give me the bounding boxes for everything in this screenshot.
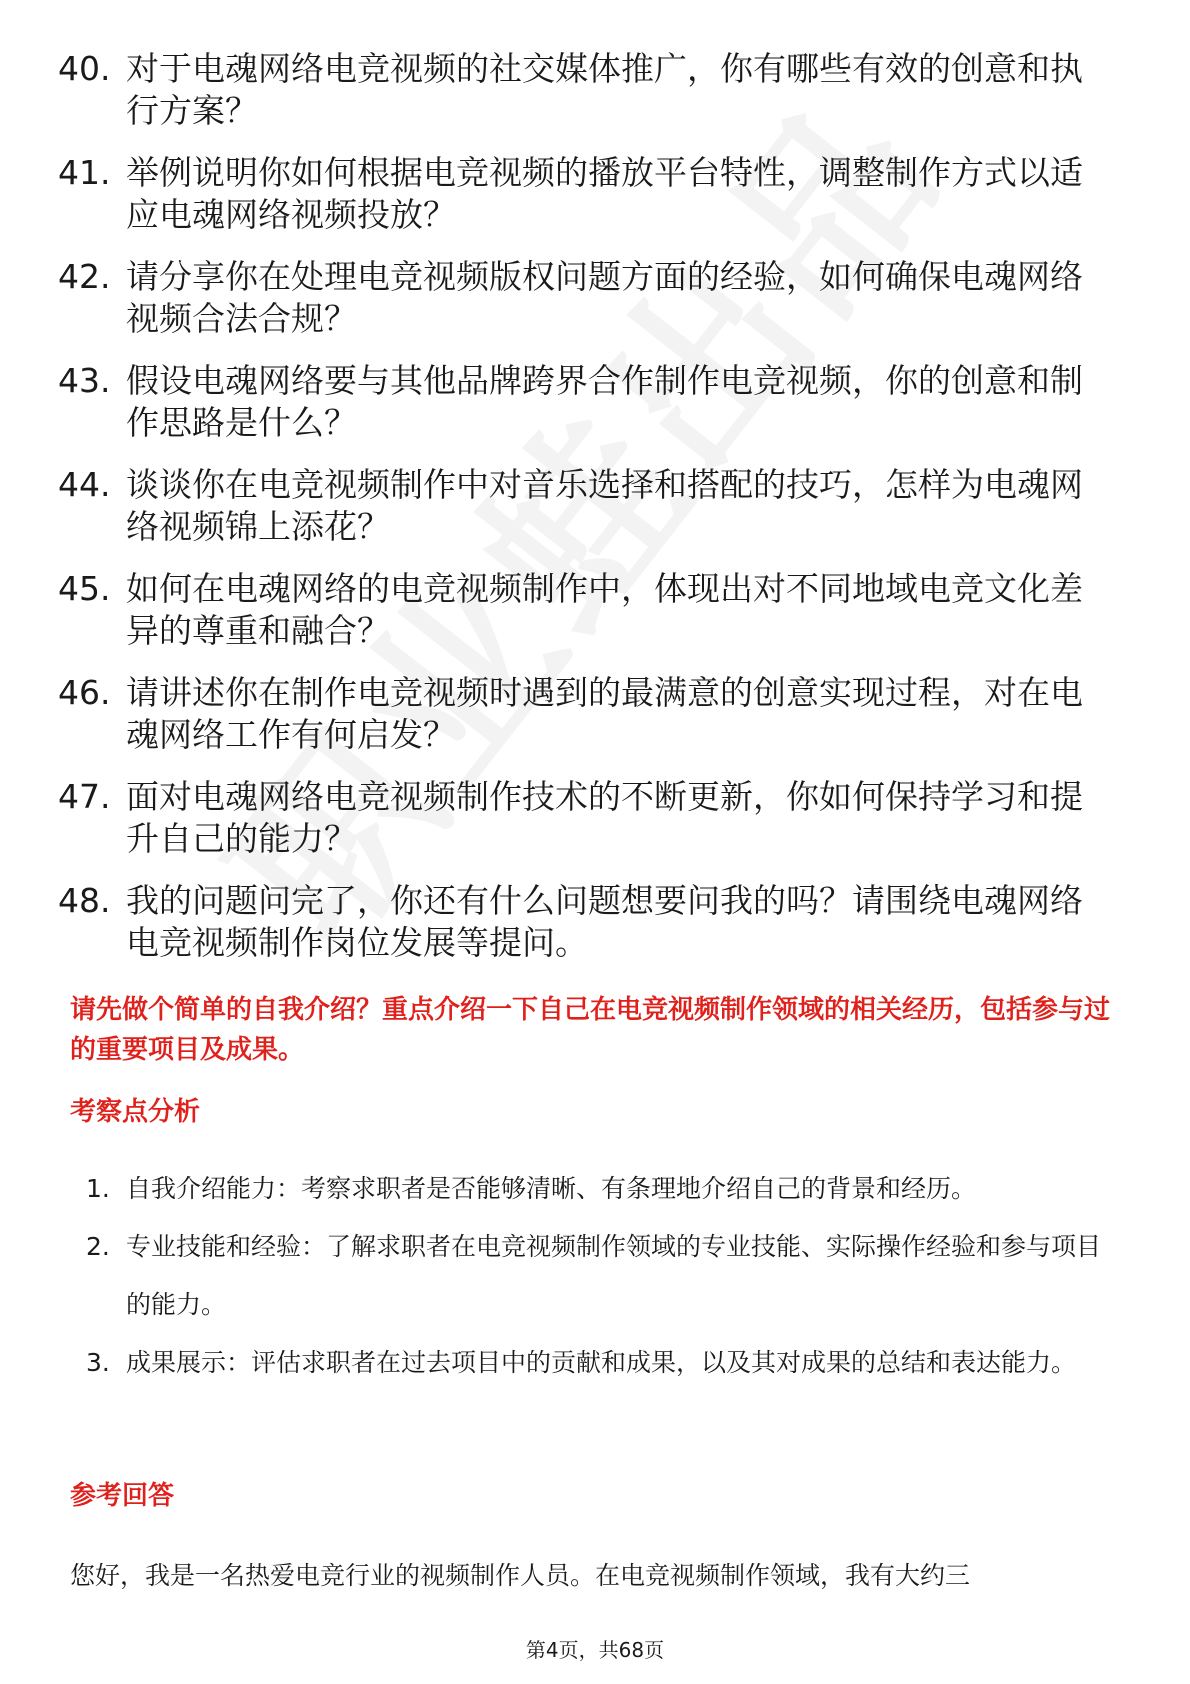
analysis-heading: 考察点分析 — [70, 1097, 201, 1127]
question-number: 47. — [58, 777, 111, 816]
question-number: 45. — [58, 569, 111, 608]
question-number: 43. — [58, 361, 111, 400]
question-item — [0, 776, 1190, 860]
analysis-list — [0, 1160, 1190, 1392]
question-item — [0, 152, 1190, 236]
analysis-text: 成果展示：评估求职者在过去项目中的贡献和成果，以及其对成果的总结和表达能力。 — [126, 1348, 1077, 1377]
question-text: 面对电魂网络电竞视频制作技术的不断更新，你如何保持学习和提升自己的能力？ — [126, 777, 1083, 858]
analysis-item — [0, 1218, 1190, 1334]
question-text: 请讲述你在制作电竞视频时遇到的最满意的创意实现过程，对在电魂网络工作有何启发？ — [126, 673, 1083, 754]
analysis-text: 专业技能和经验：了解求职者在电竞视频制作领域的专业技能、实际操作经验和参与项目的能力。 — [126, 1232, 1102, 1319]
question-item — [0, 880, 1190, 964]
question-item — [0, 48, 1190, 132]
analysis-text: 自我介绍能力：考察求职者是否能够清晰、有条理地介绍自己的背景和经历。 — [126, 1174, 977, 1203]
question-text: 请分享你在处理电竞视频版权问题方面的经验，如何确保电魂网络视频合法合规？ — [126, 257, 1083, 338]
question-number: 46. — [58, 673, 111, 712]
question-item — [0, 256, 1190, 340]
question-number: 48. — [58, 881, 111, 920]
question-text: 对于电魂网络电竞视频的社交媒体推广，你有哪些有效的创意和执行方案？ — [126, 49, 1083, 130]
question-text: 假设电魂网络要与其他品牌跨界合作制作电竞视频，你的创意和制作思路是什么？ — [126, 361, 1083, 442]
question-text: 我的问题问完了，你还有什么问题想要问我的吗？请围绕电魂网络电竞视频制作岗位发展等提问。 — [126, 881, 1083, 962]
analysis-number: 3. — [86, 1348, 110, 1377]
question-list — [0, 48, 1190, 984]
question-text: 谈谈你在电竞视频制作中对音乐选择和搭配的技巧，怎样为电魂网络视频锦上添花？ — [126, 465, 1083, 546]
analysis-item — [0, 1160, 1190, 1218]
question-item — [0, 360, 1190, 444]
analysis-item — [0, 1334, 1190, 1392]
analysis-number: 2. — [86, 1232, 110, 1261]
question-number: 42. — [58, 257, 111, 296]
question-text: 如何在电魂网络的电竞视频制作中，体现出对不同地域电竞文化差异的尊重和融合？ — [126, 569, 1083, 650]
highlight-question: 请先做个简单的自我介绍？重点介绍一下自己在电竞视频制作领域的相关经历，包括参与过的重要项目及成果。 — [70, 995, 1111, 1065]
analysis-number: 1. — [86, 1174, 110, 1203]
question-number: 44. — [58, 465, 111, 504]
question-number: 40. — [58, 49, 111, 88]
question-number: 41. — [58, 153, 111, 192]
reference-answer: 您好，我是一名热爱电竞行业的视频制作人员。在电竞视频制作领域，我有大约三 — [70, 1561, 971, 1590]
question-item — [0, 672, 1190, 756]
question-text: 举例说明你如何根据电竞视频的播放平台特性，调整制作方式以适应电魂网络视频投放？ — [126, 153, 1083, 234]
question-item — [0, 464, 1190, 548]
page-footer: 第4页，共68页 — [525, 1638, 665, 1662]
reference-heading: 参考回答 — [70, 1481, 175, 1511]
question-item — [0, 568, 1190, 652]
